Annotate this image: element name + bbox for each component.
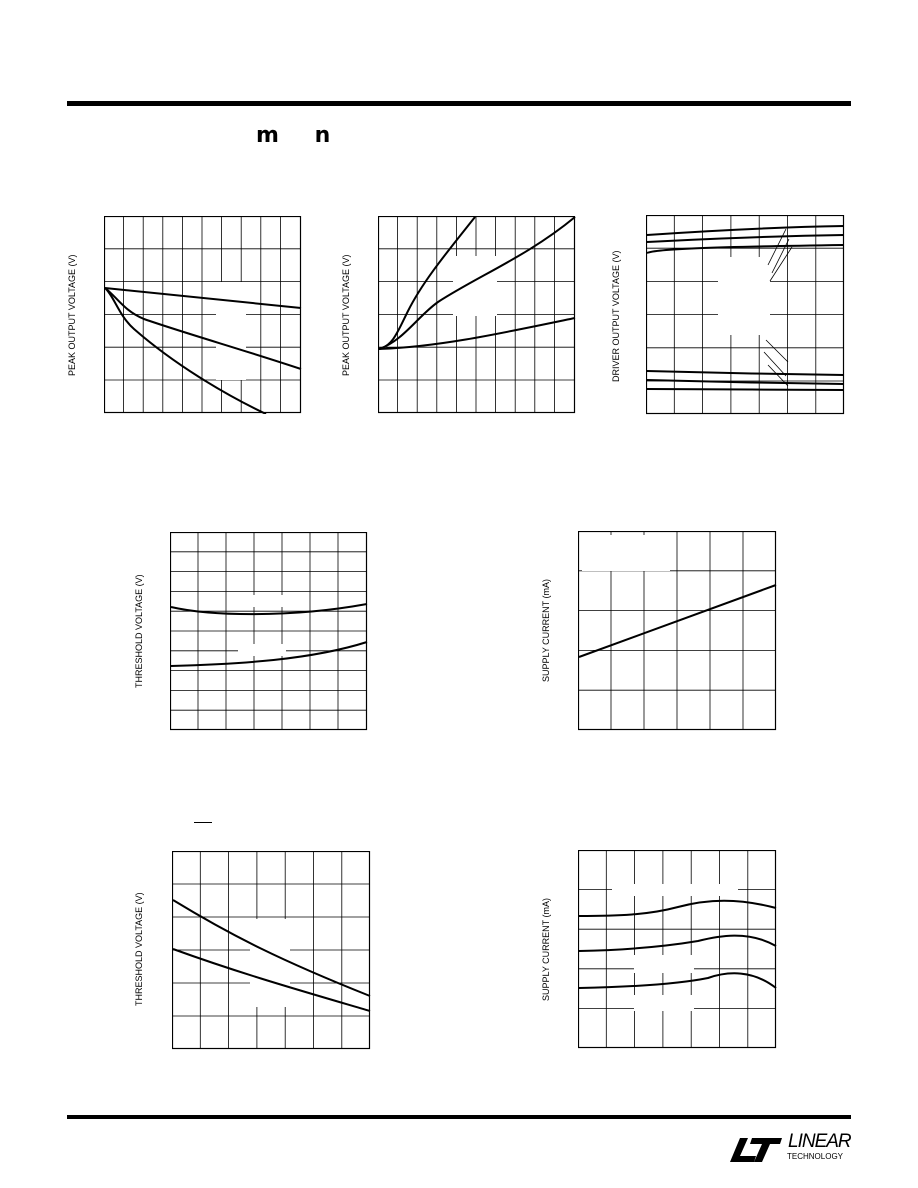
logo-wordmark: LINEAR [788,1131,851,1152]
graph3-curve-3 [647,245,844,253]
graph7-grid [578,850,776,1048]
graph3-ylabel: DRIVER OUTPUT VOLTAGE (V) [611,250,621,382]
graph6-ylabel: THRESHOLD VOLTAGE (V) [134,892,144,1006]
graph3-curve-2 [647,235,844,242]
overbar-mark [194,822,212,823]
graph7-plot [578,850,777,1049]
graph3-curve-6 [647,389,844,390]
graph7-ylabel: SUPPLY CURRENT (mA) [541,897,551,1001]
graph2-curve-3 [379,318,575,349]
graph7-curve-1 [579,901,776,916]
graph2-plot [378,216,576,414]
graph5-curve-1 [579,585,776,657]
graph5-ylabel: SUPPLY CURRENT (mA) [541,578,551,682]
graph2-ylabel: PEAK OUTPUT VOLTAGE (V) [341,254,351,376]
graph1-ylabel: PEAK OUTPUT VOLTAGE (V) [67,254,77,376]
graph3-curve-1 [647,226,844,235]
graph7-curve-2 [579,936,776,951]
graph6-plot [172,851,371,1050]
graph1-plot [104,216,302,414]
graph7-curve-3 [579,973,776,988]
graph4-ylabel: THRESHOLD VOLTAGE (V) [134,574,144,688]
header-title-fragment: m n [256,123,345,148]
graph3-curve-4 [647,371,844,375]
graph3-plot [646,215,845,415]
graph5-plot [578,531,777,731]
header-rule [67,101,851,106]
footer-rule [67,1115,851,1119]
graph4-grid [170,532,367,730]
graph4-plot [170,532,368,731]
graph1-curve-1 [105,288,301,308]
logo-subtitle: TECHNOLOGY [787,1152,844,1161]
